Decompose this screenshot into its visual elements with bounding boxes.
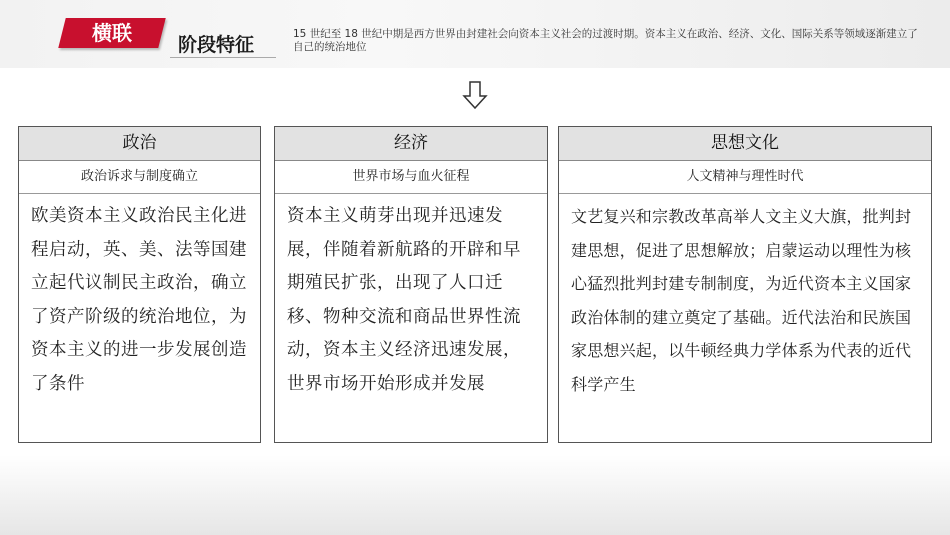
politics-card: [18, 126, 261, 443]
politics-card-subtitle: 政治诉求与制度确立: [19, 161, 260, 194]
politics-card-title: 政治: [19, 127, 260, 161]
header-description: 15 世纪至 18 世纪中期是西方世界由封建社会向资本主义社会的过渡时期。资本主义在政治、经济、文化、国际关系等领域逐渐建立了自己的统治地位: [293, 28, 918, 53]
down-arrow-icon: [462, 80, 488, 110]
stage-title: 阶段特征: [178, 34, 255, 56]
politics-card-body: 欧美资本主义政治民主化进程启动，英、美、法等国建立起代议制民主政治，确立了资产阶级的统治地位，为资本主义的进一步发展创造了条件: [31, 206, 247, 394]
culture-card-title: 思想文化: [559, 127, 931, 161]
economy-card-subtitle: 世界市场与血火征程: [275, 161, 547, 194]
culture-card: [558, 126, 932, 443]
culture-card-subtitle: 人文精神与理性时代: [559, 161, 931, 194]
economy-card: [274, 126, 548, 443]
culture-card-body: 文艺复兴和宗教改革高举人文主义大旗，批判封建思想，促进了思想解放；启蒙运动以理性为核心猛烈批判封建专制制度，为近代资本主义国家政治体制的建立奠定了基础。近代法治和民族国家思想兴起，以牛顿经典力学体系为代表的近代科学产生: [571, 207, 912, 394]
section-tag: 横联: [58, 18, 165, 48]
header-divider: [170, 57, 276, 58]
bottom-background: [0, 455, 950, 535]
economy-card-body: 资本主义萌芽出现并迅速发展，伴随着新航路的开辟和早期殖民扩张，出现了人口迁移、物种交流和商品世界性流动，资本主义经济迅速发展，世界市场开始形成并发展: [287, 206, 521, 394]
economy-card-title: 经济: [275, 127, 547, 161]
